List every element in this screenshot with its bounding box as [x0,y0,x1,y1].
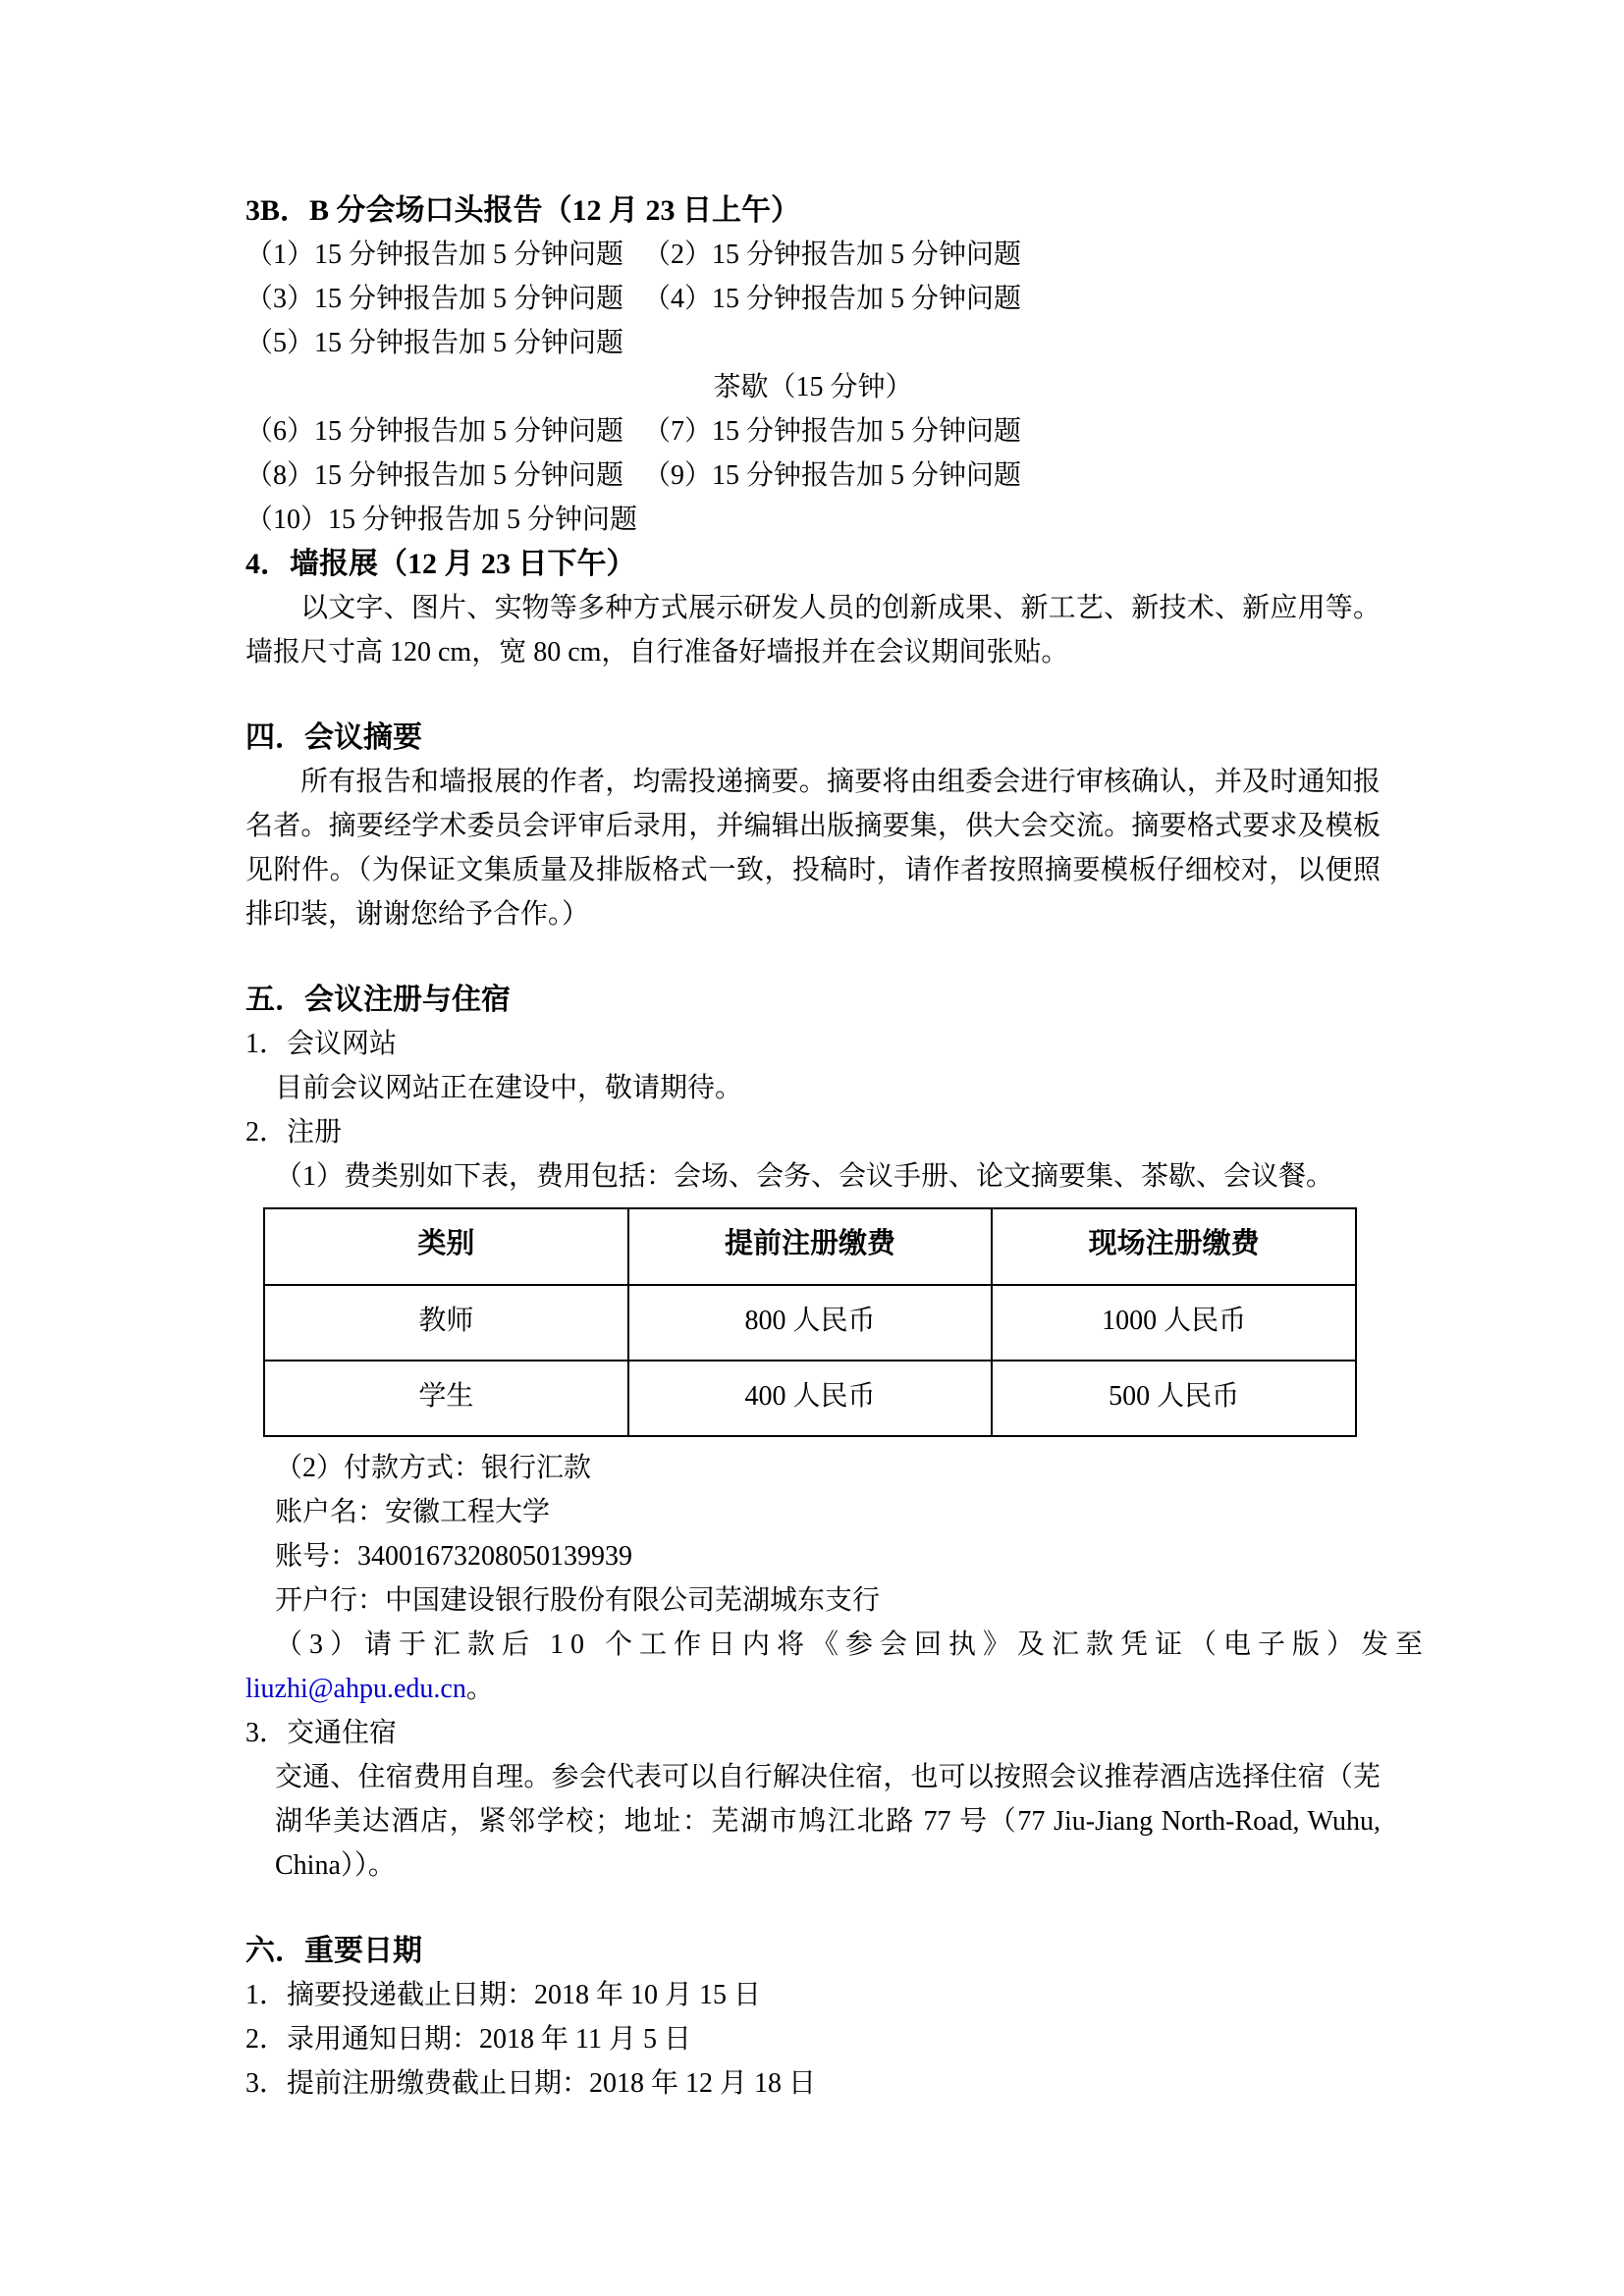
session-b-slot: （3）15 分钟报告加 5 分钟问题 [245,284,624,314]
session-b-slot: （6）15 分钟报告加 5 分钟问题 [245,416,624,447]
session-b-slot: （4）15 分钟报告加 5 分钟问题 [643,284,1022,314]
fee-table-cell: 500 人民币 [992,1361,1356,1436]
session-b-slot-row [245,277,1380,321]
account-number-line: 账号：34001673208050139939 [275,1541,633,1572]
fee-table-header-category: 类别 [264,1208,628,1285]
fee-table-cell: 800 人民币 [628,1285,993,1361]
payment-method-line: （2）付款方式：银行汇款 [275,1453,592,1483]
fee-table-cell: 学生 [264,1361,628,1436]
session-b-slot: （10）15 分钟报告加 5 分钟问题 [245,505,638,535]
session-b-slot: （7）15 分钟报告加 5 分钟问题 [643,416,1022,447]
register-label: 2．注册 [245,1117,343,1148]
transport-label: 3．交通住宿 [245,1718,398,1748]
session-b-slot: （8）15 分钟报告加 5 分钟问题 [245,460,624,491]
section-dates-heading: 六．重要日期 [245,1935,422,1967]
fee-table-cell: 400 人民币 [628,1361,993,1436]
fee-table-cell: 1000 人民币 [992,1285,1356,1361]
session-b-slot-row [245,321,1380,365]
fee-intro: （1）费类别如下表，费用包括：会场、会务、会议手册、论文摘要集、茶歇、会议餐。 [275,1161,1334,1192]
website-label: 1．会议网站 [245,1029,398,1059]
date-item: 2．录用通知日期：2018 年 11 月 5 日 [245,2024,691,2055]
transport-paragraph: 交通、住宿费用自理。参会代表可以自行解决住宿，也可以按照会议推荐酒店选择住宿（芜湖华美达酒店，紧邻学校；地址：芜湖市鸠江北路 77 号（77 Jiu-Jiang North-Road, Wuhu, China））。 [275,1762,1380,1881]
remittance-note-line: （3）请于汇款后 10 个工作日内将《参会回执》及汇款凭证（电子版）发至 [275,1629,1431,1660]
date-item: 3．提前注册缴费截止日期：2018 年 12 月 18 日 [245,2068,817,2099]
fee-table-header-early: 提前注册缴费 [628,1208,993,1285]
bank-line: 开户行：中国建设银行股份有限公司芜湖城东支行 [275,1585,881,1616]
email-line [245,1667,1380,1711]
poster-paragraph: 以文字、图片、实物等多种方式展示研发人员的创新成果、新工艺、新技术、新应用等。墙报尺寸高 120 cm，宽 80 cm，自行准备好墙报并在会议期间张贴。 [245,593,1380,667]
email-suffix: 。 [465,1674,494,1704]
section-gap [245,1888,1380,1929]
session-b-slot: （2）15 分钟报告加 5 分钟问题 [643,240,1022,270]
session-b-slot-row [245,409,1380,454]
section-abstract-heading: 四．会议摘要 [245,721,422,754]
session-b-slot-row [245,498,1380,542]
session-b-slot: （5）15 分钟报告加 5 分钟问题 [245,328,624,358]
fee-table [263,1207,1357,1437]
session-b-slot: （9）15 分钟报告加 5 分钟问题 [643,460,1022,491]
section-gap [245,674,1380,716]
email-link[interactable]: liuzhi@ahpu.edu.cn [245,1674,466,1704]
session-b-slot-row [245,233,1380,277]
fee-table-row-teacher [264,1285,1356,1361]
section-3b-heading: 3B．B 分会场口头报告（12 月 23 日上午） [245,194,801,227]
session-b-slot-row [245,454,1380,498]
fee-table-header-onsite: 现场注册缴费 [992,1208,1356,1285]
section-registration-heading: 五．会议注册与住宿 [245,984,511,1016]
account-name-line: 账户名：安徽工程大学 [275,1497,551,1527]
session-b-slot: （1）15 分钟报告加 5 分钟问题 [245,240,624,270]
fee-table-cell: 教师 [264,1285,628,1361]
tea-break-line: 茶歇（15 分钟） [713,372,913,402]
date-item: 1．摘要投递截止日期：2018 年 10 月 15 日 [245,1980,762,2010]
section-poster-heading: 4．墙报展（12 月 23 日下午） [245,548,636,580]
abstract-paragraph: 所有报告和墙报展的作者，均需投递摘要。摘要将由组委会进行审核确认，并及时通知报名者。摘要经学术委员会评审后录用，并编辑出版摘要集，供大会交流。摘要格式要求及模板见附件。（为保证文集质量及排版格式一致，投稿时，请作者按照摘要模板仔细校对，以便照排印装，谢谢您给予合作。） [245,767,1380,930]
fee-table-header-row [264,1208,1356,1285]
section-gap [245,936,1380,978]
fee-table-row-student [264,1361,1356,1436]
website-note: 目前会议网站正在建设中，敬请期待。 [275,1073,743,1103]
